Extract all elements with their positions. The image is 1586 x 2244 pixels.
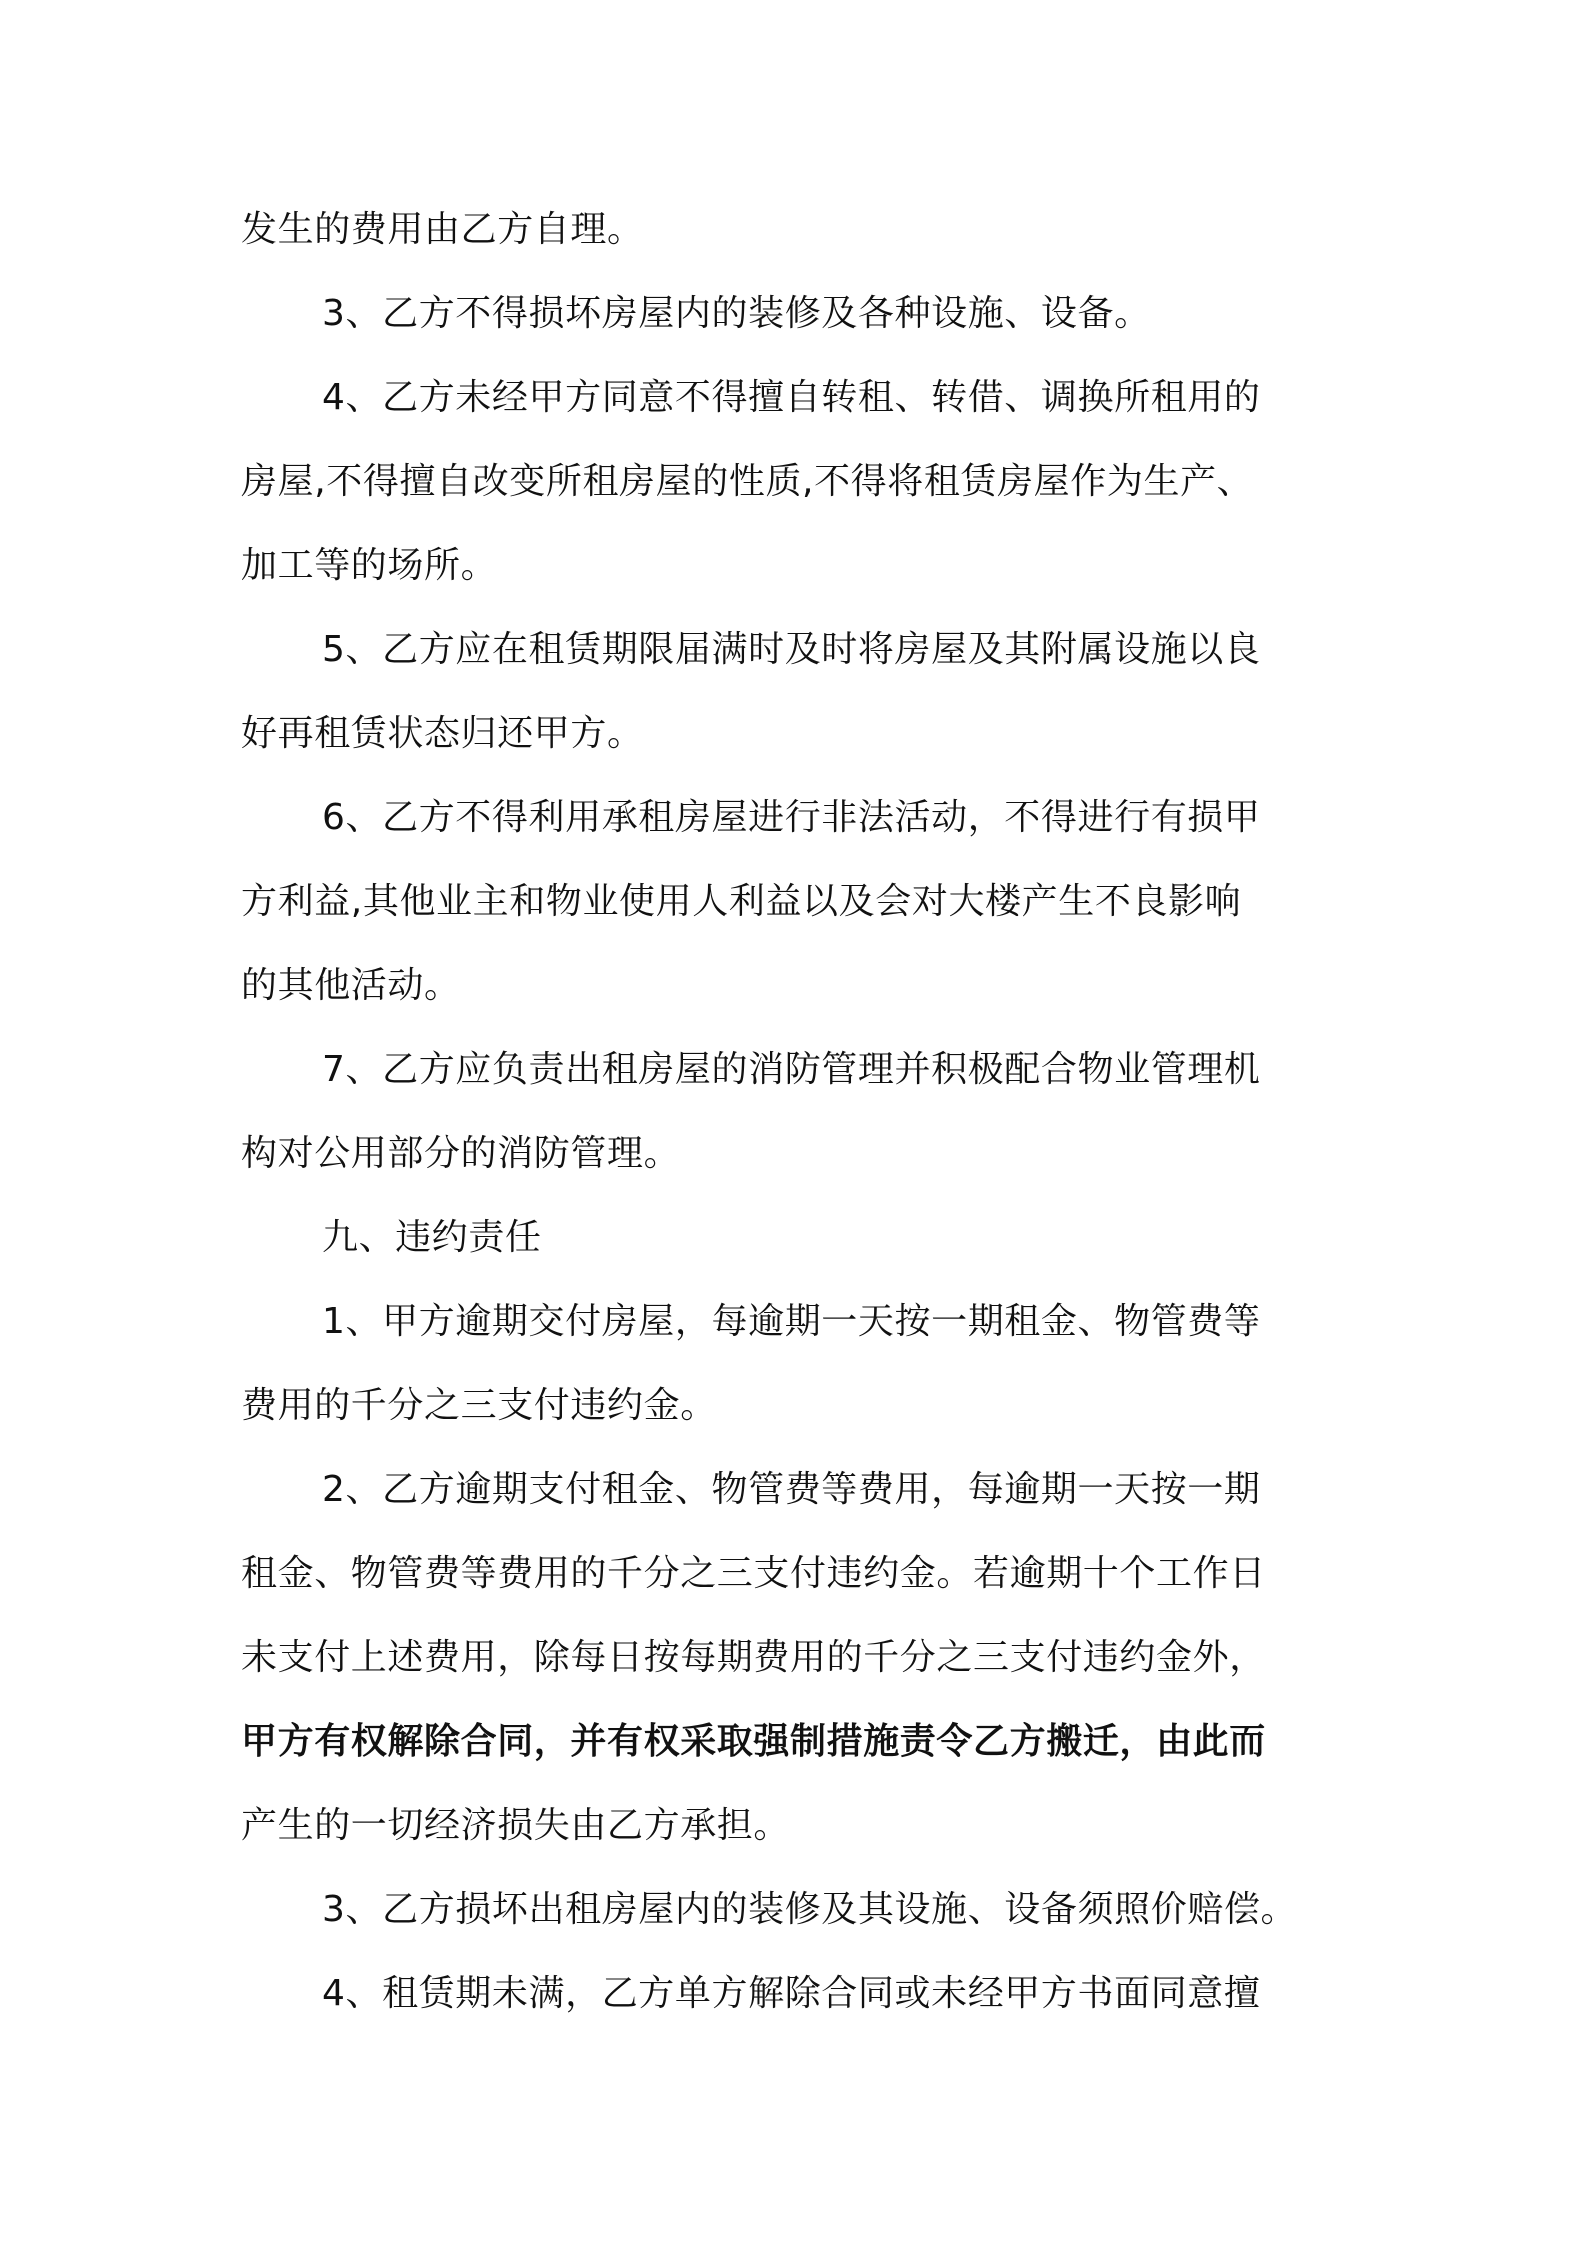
text-line: 产生的一切经济损失由乙方承担。 xyxy=(241,1805,791,1846)
text-line: 3、乙方损坏出租房屋内的装修及其设施、设备须照价赔偿。 xyxy=(322,1889,1298,1930)
text-line: 加工等的场所。 xyxy=(241,545,498,586)
text-line: 房屋,不得擅自改变所租房屋的性质,不得将租赁房屋作为生产、 xyxy=(241,461,1254,502)
text-line: 构对公用部分的消防管理。 xyxy=(241,1133,681,1174)
text-line: 甲方有权解除合同，并有权采取强制措施责令乙方搬迁，由此而 xyxy=(241,1721,1266,1762)
text-line: 租金、物管费等费用的千分之三支付违约金。若逾期十个工作日 xyxy=(241,1553,1266,1594)
text-line: 5、乙方应在租赁期限届满时及时将房屋及其附属设施以良 xyxy=(322,629,1261,670)
text-line: 未支付上述费用，除每日按每期费用的千分之三支付违约金外， xyxy=(241,1637,1266,1678)
text-line: 3、乙方不得损坏房屋内的装修及各种设施、设备。 xyxy=(322,293,1151,334)
text-line: 4、乙方未经甲方同意不得擅自转租、转借、调换所租用的 xyxy=(322,377,1261,418)
text-line: 7、乙方应负责出租房屋的消防管理并积极配合物业管理机 xyxy=(322,1049,1261,1090)
text-line: 费用的千分之三支付违约金。 xyxy=(241,1385,717,1426)
text-line: 1、甲方逾期交付房屋，每逾期一天按一期租金、物管费等 xyxy=(322,1301,1261,1342)
text-line: 的其他活动。 xyxy=(241,965,461,1006)
text-line: 2、乙方逾期支付租金、物管费等费用，每逾期一天按一期 xyxy=(322,1469,1261,1510)
section-heading: 九、违约责任 xyxy=(322,1217,542,1258)
text-line: 6、乙方不得利用承租房屋进行非法活动，不得进行有损甲 xyxy=(322,797,1261,838)
text-line: 好再租赁状态归还甲方。 xyxy=(241,713,644,754)
text-line: 4、租赁期未满，乙方单方解除合同或未经甲方书面同意擅 xyxy=(322,1973,1261,2014)
text-line: 方利益,其他业主和物业使用人利益以及会对大楼产生不良影响 xyxy=(241,881,1242,922)
text-line: 发生的费用由乙方自理。 xyxy=(241,209,644,250)
